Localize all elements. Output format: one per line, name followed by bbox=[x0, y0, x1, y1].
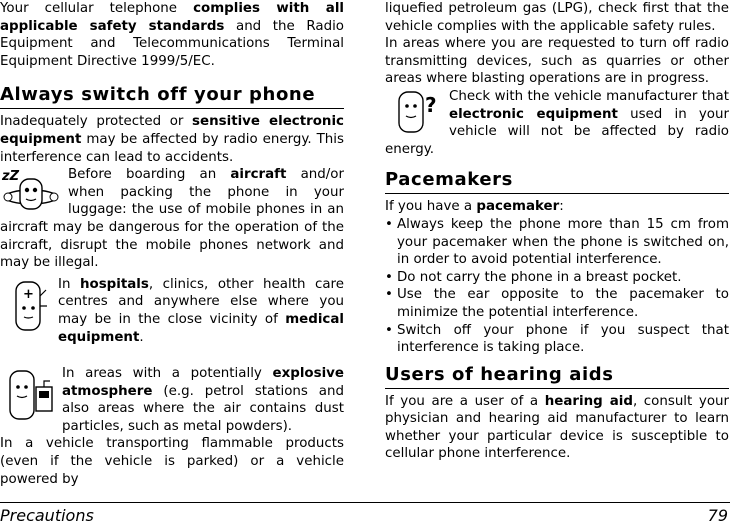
svg-text:zZ: zZ bbox=[2, 169, 19, 185]
section-heading-hearing-aids: Users of hearing aids bbox=[385, 363, 729, 389]
sleeping-phone-icon bbox=[0, 166, 62, 218]
paragraph-lpg: liquefied petroleum gas (LPG), check first that the vehicle complies with the applicable safety rules. bbox=[385, 1, 729, 34]
list-item: • Do not carry the phone in a breast pocket. bbox=[385, 269, 729, 287]
svg-text:+: + bbox=[23, 286, 34, 302]
paragraph-aircraft: zZ Before boarding an aircraft and/or when packing the phone in your luggage: the use of mobile phones in an aircraft may be dangerous for the operation of the aircraft, disrupt the mobile phones network and may be illegal. bbox=[0, 167, 344, 271]
page-number: 79 bbox=[707, 506, 728, 525]
left-column bbox=[0, 0, 344, 488]
list-item: • Switch off your phone if you suspect that interference is taking place. bbox=[385, 322, 729, 357]
list-item: • Always keep the phone more than 15 cm from your pacemaker when the phone is switched on, in order to avoid potential interference. bbox=[385, 216, 729, 269]
chapter-title: Precautions bbox=[0, 506, 94, 525]
right-column bbox=[385, 0, 729, 463]
section-heading-pacemakers: Pacemakers bbox=[385, 168, 729, 194]
list-item: • Use the ear opposite to the pacemaker to minimize the potential interference. bbox=[385, 286, 729, 321]
intro-paragraph: Your cellular telephone complies with all applicable safety standards and the Radio Equipment and Telecommunications Terminal Equipment Directive 1999/5/EC. bbox=[0, 1, 344, 69]
pacemaker-bullet-list bbox=[385, 216, 729, 357]
phone-question-icon bbox=[393, 88, 443, 140]
page-footer bbox=[0, 502, 730, 527]
paragraph-hearing-aid: If you are a user of a hearing aid, consult your physician and hearing aid manufacturer to learn whether your particular device is susceptible to cellular phone interference. bbox=[385, 393, 730, 462]
section-heading-switch-off: Always switch off your phone bbox=[0, 83, 344, 109]
phone-hospital-icon bbox=[6, 276, 52, 342]
paragraph-sensitive-equipment: Inadequately protected or sensitive electronic equipment may be affected by radio energy. This interference can lead to accidents. bbox=[0, 114, 344, 165]
phone-fuel-icon bbox=[4, 365, 56, 429]
paragraph-pacemaker-intro: If you have a pacemaker: bbox=[385, 199, 564, 215]
paragraph-hospitals: + In hospitals, clinics, other health care centres and anywhere else where you may be in the close vicinity of medical equipment. bbox=[0, 276, 344, 346]
paragraph-vehicle: In a vehicle transporting flammable products (even if the vehicle is parked) or a vehicle powered by bbox=[0, 436, 344, 487]
paragraph-radio-transmit: In areas where you are requested to turn off radio transmitting devices, such as quarries or other areas where blasting operations are in progress. bbox=[385, 36, 729, 87]
paragraph-vehicle-check: ? Check with the vehicle manufacturer that electronic equipment used in your vehicle will not be affected by radio energy. bbox=[385, 88, 729, 157]
svg-text:?: ? bbox=[425, 92, 437, 117]
paragraph-explosive: In areas with a potentially explosive atmosphere (e.g. petrol stations and also areas where the air contains dust particles, such as metal powders). bbox=[0, 365, 344, 435]
